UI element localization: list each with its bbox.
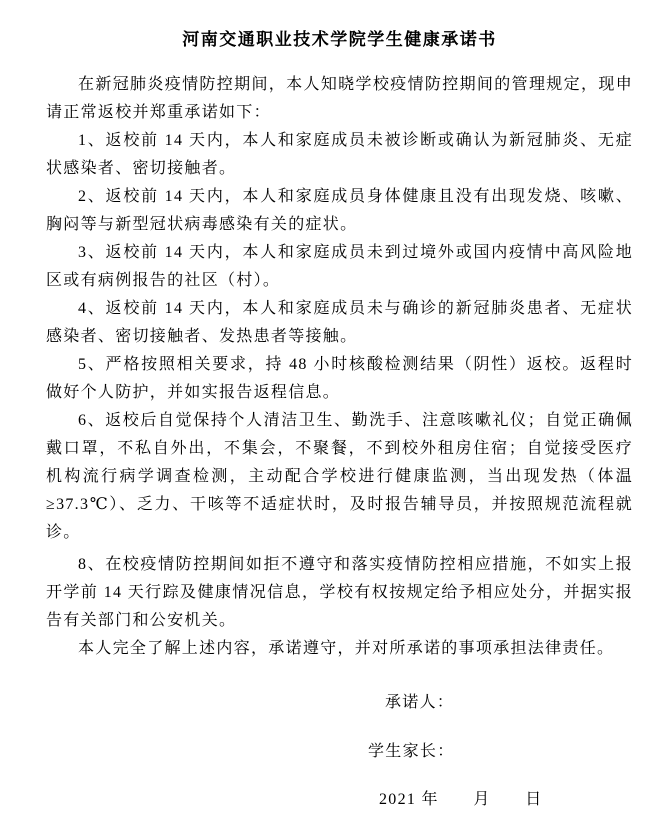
document-title: 河南交通职业技术学院学生健康承诺书 — [182, 30, 497, 49]
clause-3: 3、返校前 14 天内，本人和家庭成员未到过境外或国内疫情中高风险地区或有病例报告的社区（村）。 — [46, 244, 633, 289]
clause-6: 6、返校后自觉保持个人清洁卫生、勤洗手、注意咳嗽礼仪；自觉正确佩戴口罩，不私自外出，不集会，不聚餐，不到校外租房住宿；自觉接受医疗机构流行病学调查检测，主动配合学校进行健康监测，当出现发热（体温≥37.3℃）、乏力、干咳等不适症状时，及时报告辅导员，并按照规范流程就诊。 — [46, 412, 633, 541]
parent-signature-line: 学生家长： — [368, 743, 455, 760]
clause-5: 5、严格按照相关要求，持 48 小时核酸检测结果（阴性）返校。返程时做好个人防护，并如实报告返程信息。 — [46, 356, 633, 401]
paragraph-intro: 在新冠肺炎疫情防控期间，本人知晓学校疫情防控期间的管理规定，现申请正常返校并郑重承诺如下： — [46, 76, 633, 121]
signature-block — [46, 689, 633, 814]
date-line: 2021 年 月 日 — [379, 791, 543, 808]
clause-8: 8、在校疫情防控期间如拒不遵守和落实疫情防控相应措施，不如实上报开学前 14 天行踪及健康情况信息，学校有权按规定给予相应处分，并据实报告有关部门和公安机关。 — [46, 556, 633, 629]
clause-1: 1、返校前 14 天内，本人和家庭成员未被诊断或确认为新冠肺炎、无症状感染者、密切接触者。 — [46, 132, 633, 177]
document-body — [46, 71, 633, 663]
paragraph-closing: 本人完全了解上述内容，承诺遵守，并对所承诺的事项承担法律责任。 — [78, 640, 615, 657]
clause-2: 2、返校前 14 天内，本人和家庭成员身体健康且没有出现发烧、咳嗽、胸闷等与新型冠状病毒感染有关的症状。 — [46, 188, 633, 233]
clause-4: 4、返校前 14 天内，本人和家庭成员未与确诊的新冠肺炎患者、无症状感染者、密切接触者、发热患者等接触。 — [46, 300, 633, 345]
promisor-signature-line: 承诺人： — [385, 694, 455, 711]
